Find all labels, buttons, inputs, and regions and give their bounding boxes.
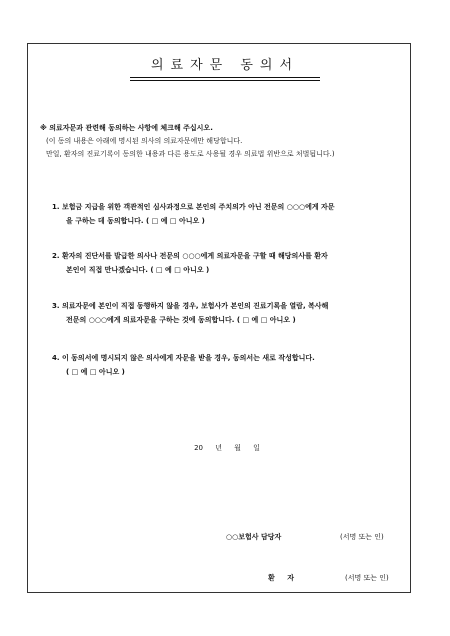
instruction-note-2: 만일, 환자의 진료기록이 동의한 내용과 다른 용도로 사용될 경우 의료법 위반으로 처벌됩니다.) [46,150,335,158]
document-title: 의료자문 동의서 [150,58,300,73]
consent-item-1 [52,200,402,228]
date-line: 20 년 월 일 [194,444,260,452]
consent-item-4 [52,351,402,379]
consent-item-2 [52,249,402,277]
instruction-note-1: (이 동의 내용은 아래에 명시된 의사의 의료자문에만 해당합니다. [46,137,243,145]
signer-role: ○○보험사 담당자 [226,533,282,541]
consent-item-text: 4. 이 동의서에 명시되지 않은 의사에게 자문을 받을 경우, 동의서는 새로 작성합니다. [52,354,315,362]
consent-item-text: 3. 의료자문에 본인이 직접 동행하지 않을 경우, 보험사가 본인의 진료기록을 열람, 복사해 [52,302,329,310]
consent-item-text: 1. 보험금 지급을 위한 객관적인 심사과정으로 본인의 주치의가 아닌 전문의 ○○○에게 자문 [52,203,335,211]
signature-field[interactable]: (서명 또는 인) [345,574,389,582]
title-underline-double [130,80,320,81]
consent-item-text: 2. 환자의 진단서를 발급한 의사나 전문의 ○○○에게 의료자문을 구할 때 해당의사를 환자 [52,252,328,260]
consent-item-3 [52,299,402,327]
consent-item-choice[interactable]: 본인이 직접 만나겠습니다. ( □ 예 □ 아니오 ) [66,266,210,274]
consent-item-choice[interactable]: 전문의 ○○○에게 의료자문을 구하는 것에 동의합니다. ( □ 예 □ 아니오 ) [66,316,296,324]
consent-item-choice[interactable]: 을 구하는 데 동의합니다. ( □ 예 □ 아니오 ) [66,217,205,225]
instruction-lead: ※ 의료자문과 관련해 동의하는 사항에 체크해 주십시오. [40,124,213,132]
consent-item-choice[interactable]: ( □ 예 □ 아니오 ) [66,368,125,376]
title-underline [130,77,320,78]
signer-role: 환 자 [268,574,299,582]
instruction-block [40,122,400,161]
signature-field[interactable]: (서명 또는 인) [340,533,384,541]
